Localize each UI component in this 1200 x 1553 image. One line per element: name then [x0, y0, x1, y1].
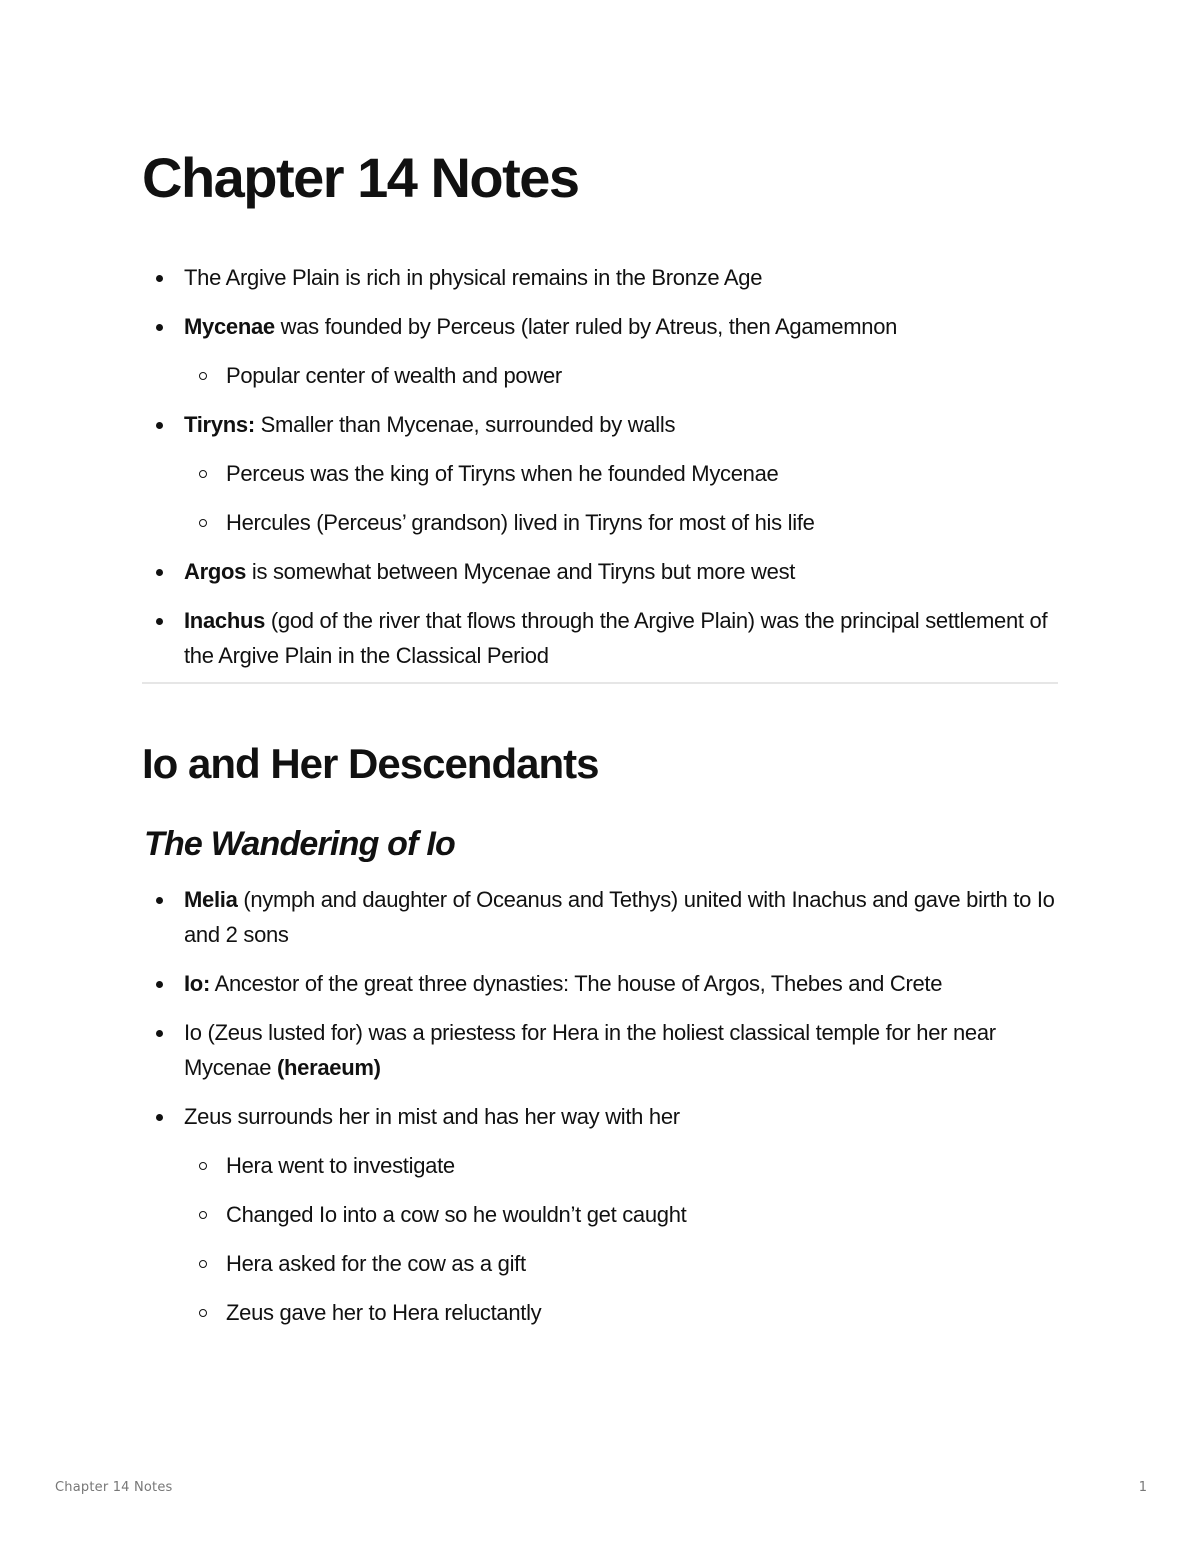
- list-item: [142, 309, 1060, 344]
- list-item-text: Smaller than Mycenae, surrounded by walls: [254, 412, 676, 437]
- footer-page-number: 1: [1138, 1480, 1147, 1495]
- list-item-term: Inachus: [184, 608, 266, 633]
- list-item-term: Io:: [184, 971, 210, 996]
- sub-list-item: [142, 505, 1060, 540]
- sub-list-item: [142, 358, 1060, 393]
- list-item-text: was founded by Perceus (later ruled by Atreus, then Agamemnon: [274, 314, 898, 339]
- list-item: [142, 407, 1060, 442]
- list-item: [142, 966, 1060, 1001]
- list-item-term: Melia: [184, 887, 238, 912]
- sub-list-item: [142, 1197, 1060, 1232]
- list-item-text: (god of the river that flows through the Argive Plain) was the principal settlement of the Argive Plain in the Classical Period: [184, 608, 1048, 668]
- list-item: [142, 882, 1060, 952]
- list-item: [142, 1015, 1060, 1085]
- sub-list-item: [142, 1148, 1060, 1183]
- sub-list-item: [142, 456, 1060, 491]
- list-item-text: Io (Zeus lusted for) was a priestess for Hera in the holiest classical temple for her near Mycenae: [184, 1020, 996, 1080]
- list-item: [142, 260, 1060, 295]
- list-item-term: Tiryns:: [184, 412, 255, 437]
- list-item-text: Zeus gave her to Hera reluctantly: [226, 1300, 542, 1325]
- list-item-text: is somewhat between Mycenae and Tiryns but more west: [246, 559, 796, 584]
- intro-bullet-list: [142, 260, 1060, 687]
- list-item: [142, 1099, 1060, 1134]
- list-item-text: Hera asked for the cow as a gift: [226, 1251, 526, 1276]
- list-item-text: Changed Io into a cow so he wouldn’t get caught: [226, 1202, 687, 1227]
- list-item-text: Hera went to investigate: [226, 1153, 455, 1178]
- list-item-text: Zeus surrounds her in mist and has her way with her: [184, 1104, 680, 1129]
- page-title: Chapter 14 Notes: [142, 146, 579, 209]
- section-heading: Io and Her Descendants: [142, 740, 599, 787]
- list-item-text: (nymph and daughter of Oceanus and Tethys) united with Inachus and gave birth to Io and 2 sons: [184, 887, 1055, 947]
- list-item: [142, 554, 1060, 589]
- list-item-text: Ancestor of the great three dynasties: The house of Argos, Thebes and Crete: [209, 971, 943, 996]
- footer-doc-name: Chapter 14 Notes: [55, 1480, 173, 1495]
- list-item-term: (heraeum): [276, 1055, 381, 1080]
- subsection-heading: The Wandering of Io: [144, 825, 455, 863]
- list-item-term: Argos: [184, 559, 247, 584]
- list-item-text: Hercules (Perceus’ grandson) lived in Tiryns for most of his life: [226, 510, 815, 535]
- io-bullet-list: [142, 882, 1060, 1344]
- list-item-text: The Argive Plain is rich in physical remains in the Bronze Age: [184, 265, 763, 290]
- list-item-text: Perceus was the king of Tiryns when he founded Mycenae: [226, 461, 779, 486]
- section-divider: [142, 682, 1058, 684]
- list-item-text: Popular center of wealth and power: [226, 363, 562, 388]
- sub-list-item: [142, 1246, 1060, 1281]
- sub-list-item: [142, 1295, 1060, 1330]
- list-item-term: Mycenae: [184, 314, 275, 339]
- list-item: [142, 603, 1060, 673]
